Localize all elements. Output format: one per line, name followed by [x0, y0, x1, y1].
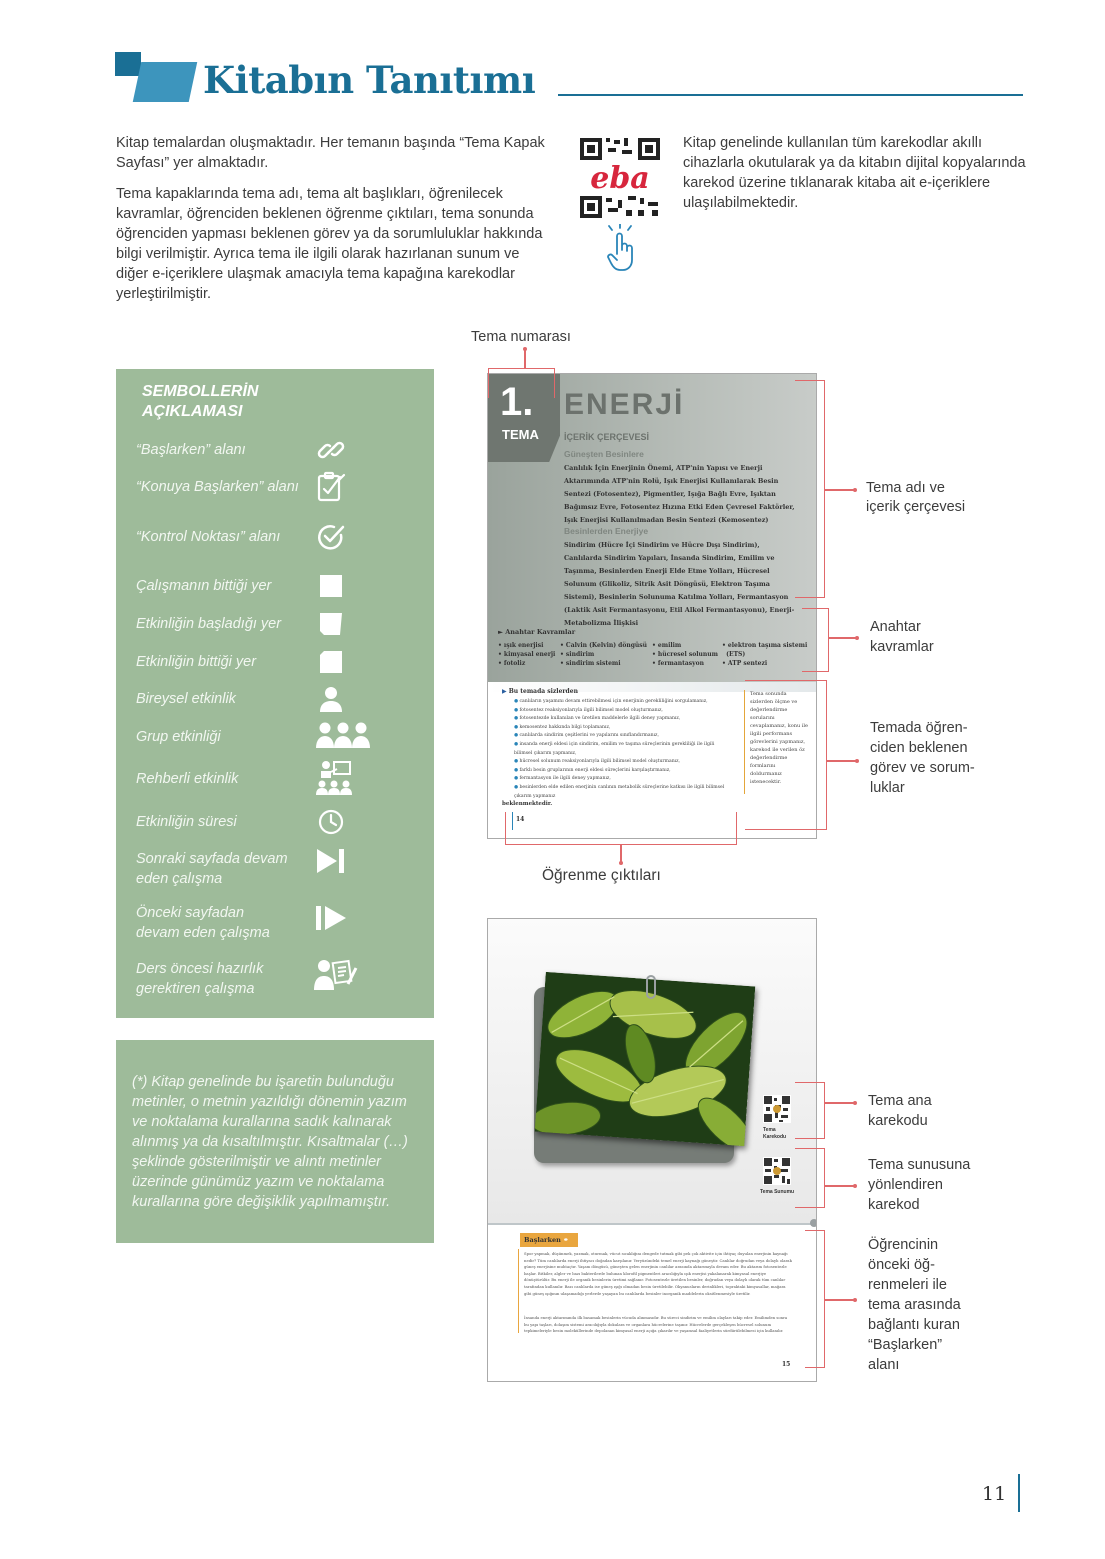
content-heading: İÇERİK ÇERÇEVESİ [564, 432, 650, 442]
checkmark-circle-icon [314, 522, 348, 552]
legend-label-kontrol-noktasi: “Kontrol Noktası” alanı [136, 529, 281, 545]
connector-dot [853, 488, 857, 492]
annotation-tema-adi-2: içerik çerçevesi [866, 499, 966, 515]
outcome-item: ● farklı besin gruplarının enerji eldesi süreçlerini karşılaştırmanız, [514, 767, 671, 773]
keyword-item: • elektron taşıma sistemi [722, 642, 808, 649]
keyword-item: • fermantasyon [652, 660, 704, 667]
intro-paragraph-2: Tema kapaklarında tema adı, tema alt başlıkları, öğrenilecek kavramlar, öğrenciden beklenen öğrenme çıktıları, tema sonunda öğrenciden yapması beklenen görev ya da sorumluluklar hakkında bilgi verilmiştir. Ayrıca tema ile ilgili olarak hazırlanan sunum ve diğer e-içeriklere ulaşmak amacıyla tema kapağına karekodlar yerleştirilmiştir. [116, 186, 543, 302]
annotation-tema-adi-1: Tema adı ve [866, 480, 945, 496]
keywords-strip [498, 628, 810, 676]
next-icon [314, 846, 348, 876]
legend-title: SEMBOLLERİN AÇIKLAMASI [142, 383, 259, 420]
legend-label-sonraki: Sonraki sayfada devam eden çalışma [136, 851, 288, 887]
connector [825, 1299, 855, 1301]
outcome-item: ● insanda enerji eldesi için sindirim, emilim ve taşıma süreçlerinin gerekliliği ile ilgili bilimsel çıkarım yapmanız, [514, 741, 715, 756]
baslarken-text: Spor yapmak, düşünmek, yazmak, oturmak, vücut sıcaklığını dengede tutmak gibi pek çok aktivite için ihtiyaç duyulan enerjinin kaynağı nedir? Tüm canlılarda enerji ihtiyacı doğadan karşılanır. Yeryüzündeki temel enerji kaynağı güneştir. Canlılar doğrudan veya dolaylı olarak güneş enerjisine muhtaçtır. Yaşam döngüsü, güneşten gelen enerjinin canlılar arasında aktarımıyla devam eder. Bu aktarım fotosentezle başlar. Bitkiler, algler ve bazı bakterilerde bulunan klorofil pigmentleri aracılığıyla ışık enerjisi yakalanarak kimyasal enerjiye dönüştürülür. Bu enerji ile organik besinlerin üretimi sağlanır. Fotosentezle üretilen besinler, doğrudan veya dolaylı olarak tüm canlılar tarafından kullanılır. Bazı canlılarda ise güneş ışığı olmadan besin üretilebilir. Okyanusların derinlikleri, topraktaki kimyasallar, mağara gibi güneş ışığının ulaşamadığı yerlerde yaşayan bu canlılarda besinler inorganik maddelerin oksitlenmesiyle üretilir. [524, 1251, 792, 1296]
baslarken-heading: Başlarken ⚭ [520, 1233, 578, 1247]
keyword-item: (ETS) [722, 651, 746, 658]
sub1-text: Canlılık İçin Enerjinin Önemi, ATP'nin Yapısı ve Enerji Aktarımında ATP'nin Rolü, Işık Enerjisi Kullanılarak Besin Sentezi (Fotosentez), Pigmentler, Işığa Bağlı Evre, Işıktan Bağımsız Evre, Fotosentez Hızına Etki Eden Çevresel Faktörler, Işık Enerjisi Kullanılmadan Besin Sentezi (Kemosentez) [564, 464, 795, 524]
annotation-karekod-1: Tema ana [868, 1093, 932, 1109]
annotation-tema-numarasi: Tema numarası [471, 329, 571, 345]
page-number-14: 14 [516, 816, 525, 823]
page-title: Kitabın Tanıtımı [203, 58, 536, 102]
outcomes-block [502, 688, 732, 807]
sunum-qr-caption: Tema Sunumu [760, 1189, 795, 1195]
annotation-anahtar-1: Anahtar [870, 619, 921, 635]
connector [825, 489, 855, 491]
annotation-gorev-1: Temada öğren- [870, 720, 968, 736]
legend-label-etkinlik-basladi: Etkinliğin başladığı yer [136, 616, 282, 632]
annotation-gorev-3: görev ve sorum- [870, 760, 975, 776]
annotation-baslarken-6: “Başlarken” [868, 1337, 943, 1353]
sub1-heading: Güneşten Besinlere [564, 449, 644, 459]
legend-label-onceki: Önceki sayfadan devam eden çalışma [136, 905, 270, 941]
keyword-item: • ATP sentezi [722, 660, 768, 667]
keyword-item: • kimyasal enerji [498, 651, 556, 658]
outcome-item: ● canlılarda sindirim çeşitlerini ve yapılarını sınıflandırmanız, [514, 733, 659, 739]
legend-label-etkinlik-bitti: Etkinliğin bittiği yer [136, 654, 257, 670]
annotation-anahtar-2: kavramlar [870, 639, 934, 655]
bracket-tema-sunum [795, 1148, 825, 1208]
outcome-item: ● kemosentez hakkında bilgi toplamanız, [514, 724, 611, 730]
keyword-item: • sindirim sistemi [560, 660, 621, 667]
outcome-item: ● hücresel solunum reaksiyonlarıyla ilgili bilimsel model oluşturmanız, [514, 759, 681, 765]
title-decoration [115, 52, 195, 102]
sample-opener-page [487, 918, 817, 1382]
connector-dot [619, 861, 623, 865]
bracket-tema-karekod [795, 1082, 825, 1139]
paper-clip-icon [646, 975, 656, 999]
legend-label-baslarken: “Başlarken” alanı [136, 442, 246, 458]
keyword-item: • emilim [652, 642, 682, 649]
title-rule [558, 94, 1023, 96]
keyword-item: • fotoliz [498, 660, 526, 667]
legend-label-grup: Grup etkinliği [136, 729, 221, 745]
tap-hand-icon [604, 224, 638, 272]
connector-dot [523, 347, 527, 351]
annotation-baslarken-5: bağlantı kuran [868, 1317, 960, 1333]
bracket-ogrenme [505, 812, 737, 845]
outcomes-end: beklenmektedir. [502, 801, 553, 808]
guided-icon [314, 760, 354, 796]
page-number-rule [1018, 1474, 1020, 1512]
page-number: 11 [982, 1483, 1007, 1505]
keyword-item: • Calvin (Kelvin) döngüsü [560, 642, 648, 649]
tema-label: TEMA [502, 427, 539, 442]
sunum-qr-code[interactable] [763, 1157, 791, 1185]
connector [825, 1185, 855, 1187]
annotation-sunum-1: Tema sunusuna [868, 1157, 971, 1173]
connector [825, 1102, 855, 1104]
sub2-text: Sindirim (Hücre İçi Sindirim ve Hücre Dışı Sindirim), Canlılarda Sindirim Yapıları, İnsanda Sindirim, Emilim ve Taşınma, Besinlerden Enerji Elde Etme Yolları, Hücresel Solunum (Glikoliz, Sitrik Asit Döngüsü, Elektron Taşıma Sistemi), Besinlerin Solunuma Katılma Yolları, Fermantasyon (Laktik Asit Fermantasyonu, Etil Alkol Fermantasyonu), Enerji-Metabolizma İlişkisi [564, 541, 795, 627]
connector-dot [855, 759, 859, 763]
intro-paragraph-1: Kitap temalardan oluşmaktadır. Her temanın başında “Tema Kapak Sayfası” yer almaktadır. [116, 135, 545, 171]
note-text: (*) Kitap genelinde bu işaretin bulunduğu metinler, o metnin yazıldığı dönemin yazım ve noktalama kurallarına sadık kalınarak alınmış ya da kısaltılmıştır. Kısaltmalar (…) şeklinde gösterilmiştir ve alıntı metinler üzerinde günümüz yazım ve noktalama kurallarına göre değişiklik yapılmamıştır. [132, 1074, 408, 1210]
square-icon [314, 571, 348, 601]
annotation-gorev-2: ciden beklenen [870, 740, 968, 756]
outcome-item: ● fermantasyon ile ilgili deney yapmanız, [514, 776, 611, 782]
outcome-item: ● besinlerden elde edilen enerjinin canlının metabolik süreçlerine katkısı ile ilgili bilimsel çıkarım yapmanız [514, 784, 725, 799]
legend-label-ders-oncesi: Ders öncesi hazırlık gerektiren çalışma [136, 961, 264, 997]
bracket-anahtar [802, 608, 829, 672]
end-square-icon [314, 647, 348, 677]
side-text: Tema sonunda sizlerden ölçme ve değerlendirme sorularını cevaplamanız, konu ile ilgili performans görevlerini yapmanız, karekod ile verilen öz değerlendirme formlarını doldurmanız istenecektir. [750, 691, 808, 785]
legend-label-konuya-baslarken: “Konuya Başlarken” alanı [136, 479, 299, 495]
annotation-karekod-2: karekodu [868, 1113, 928, 1129]
clipboard-icon [314, 472, 348, 502]
keywords-grid [498, 641, 810, 668]
chain-link-icon [314, 435, 348, 465]
legend-label-calisma-bitti: Çalışmanın bittiği yer [136, 578, 272, 594]
keyword-item: • ışık enerjisi [498, 642, 544, 649]
outcome-item: ● fotosentezde kullanılan ve üretilen maddelerle ilgili deney yapmanız, [514, 716, 681, 722]
eba-logo: eba [590, 161, 650, 196]
start-square-icon [314, 609, 348, 639]
connector [829, 637, 857, 639]
leaf-photo [535, 972, 756, 1146]
keyword-item: • sindirim [560, 651, 595, 658]
connector-dot [853, 1184, 857, 1188]
legend-label-bireysel: Bireysel etkinlik [136, 691, 236, 707]
keyword-item: • hücresel solunum [652, 651, 718, 658]
annotation-ogrenme: Öğrenme çıktıları [542, 867, 661, 884]
connector-dot [855, 636, 859, 640]
prev-icon [314, 903, 348, 933]
keywords-heading: ► Anahtar Kavramlar [498, 628, 576, 636]
tema-qr-caption: Tema Karekodu [763, 1127, 787, 1140]
connector [524, 349, 526, 369]
connector-dot [853, 1298, 857, 1302]
annotation-sunum-3: karekod [868, 1197, 920, 1213]
baslarken-text-2: İnsanda enerji aktarımında ilk basamak besinlerin vücuda alınmasıdır. Bu süreci sindirim ve emilim olayları takip eder. Emilimden sonra bu yapı taşları, dolaşım sistemi aracılığıyla dokulara ve organlara hücrelerine taşınır. Hücrelerde gerçekleşen hücresel solunum tepkimeleriyle besin moleküllerinde depolanan kimyasal enerji açığa çıkarılır ve yaşamsal faaliyetlerin sürdürülebilmesi için kullanılır. [524, 1315, 788, 1334]
bracket-tema-adi [795, 380, 825, 598]
outcome-item: ● canlıların yaşamını devam ettirebilmesi için enerjinin gerekliliğini sorgulamanız, [514, 699, 708, 704]
annotation-gorev-4: luklar [870, 780, 905, 796]
tema-qr-code[interactable] [763, 1095, 791, 1123]
prep-icon [314, 958, 358, 992]
tema-name: ENERJİ [564, 388, 685, 421]
annotation-baslarken-3: renmeleri ile [868, 1277, 947, 1293]
connector-dot [853, 1101, 857, 1105]
annotation-baslarken-4: tema arasında [868, 1297, 961, 1313]
person-icon [314, 684, 348, 714]
clock-icon [314, 807, 348, 837]
eba-qr-code[interactable] [578, 136, 662, 220]
outcomes-heading: ▶ Bu temada sizlerden [502, 688, 578, 695]
legend-label-sure: Etkinliğin süresi [136, 814, 237, 830]
outcome-item: ● fotosentez reaksiyonlarıyla ilgili bilimsel model oluşturmanız, [514, 707, 663, 713]
page-number-15: 15 [782, 1361, 791, 1368]
outcomes-list [502, 698, 732, 801]
qr-description: Kitap genelinde kullanılan tüm karekodlar akıllı cihazlarla okutularak ya da kitabın dijital kopyalarında karekod üzerine tıklanarak kitaba ait e-içeriklere ulaşılabilmektedir. [683, 135, 1026, 211]
bracket-tema-numarasi [488, 368, 555, 398]
tema-number: 1. [500, 380, 534, 424]
annotation-baslarken-7: alanı [868, 1357, 900, 1373]
annotation-sunum-2: yönlendiren [868, 1177, 943, 1193]
group-icon [316, 720, 370, 750]
bracket-baslarken [805, 1230, 825, 1368]
annotation-baslarken-1: Öğrencinin [868, 1237, 939, 1253]
sub2-heading: Besinlerden Enerjiye [564, 526, 649, 536]
connector [827, 760, 857, 762]
annotation-baslarken-2: önceki öğ- [868, 1257, 935, 1273]
bracket-gorev [745, 680, 827, 830]
legend-label-rehberli: Rehberli etkinlik [136, 771, 239, 787]
